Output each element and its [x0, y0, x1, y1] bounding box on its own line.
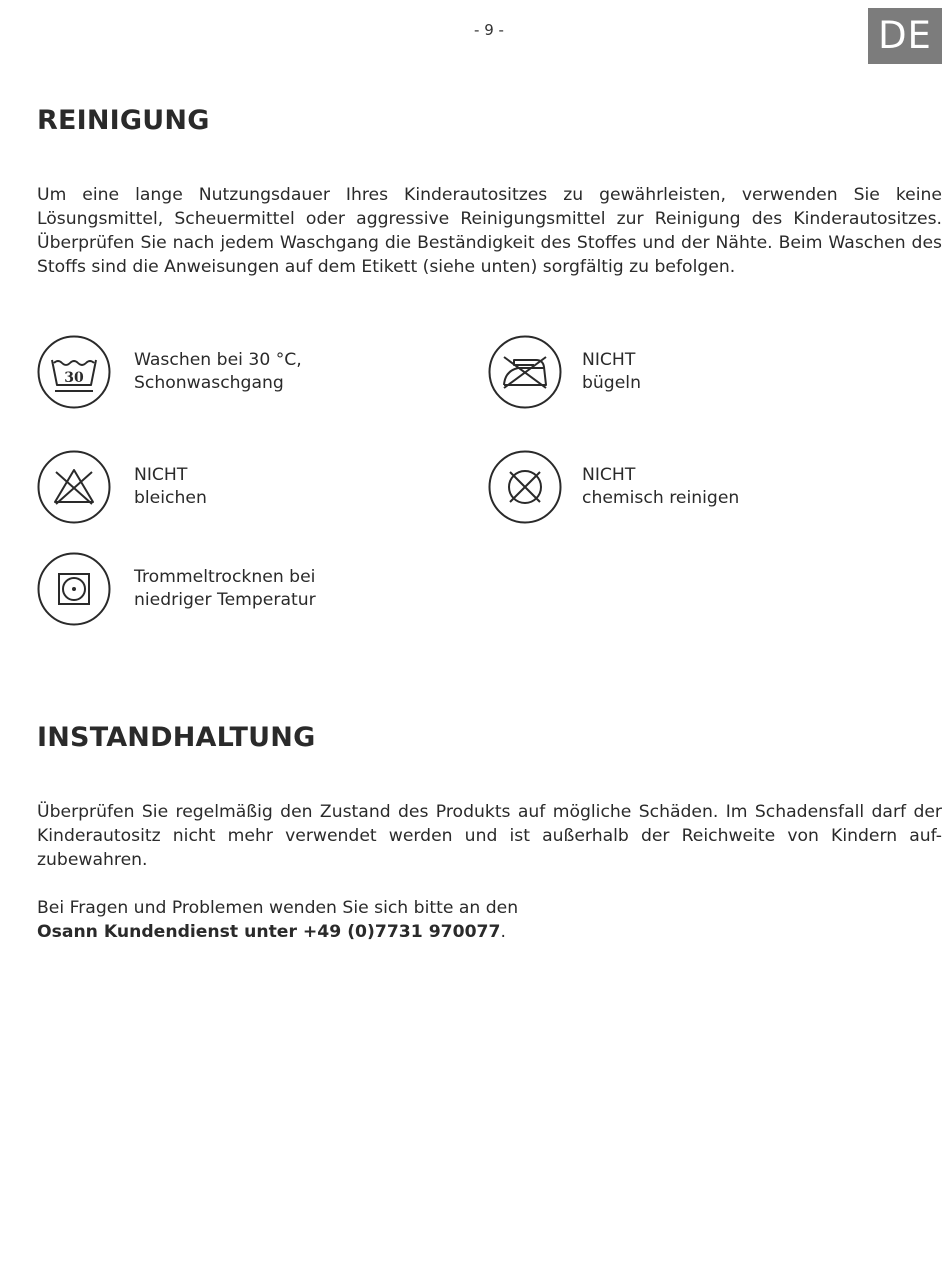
care-text-tumble — [134, 566, 454, 612]
care-line: NICHT — [134, 465, 188, 485]
care-text-dryclean — [582, 464, 902, 510]
contact-line: Bei Fragen und Problemen wenden Sie sich bitte an den — [37, 898, 519, 918]
language-badge: DE — [868, 8, 942, 64]
wash-temperature-label: 30 — [64, 370, 84, 386]
care-line: NICHT — [582, 350, 636, 370]
care-line: niedriger Temperatur — [134, 590, 316, 610]
care-text-bleach — [134, 464, 454, 510]
contact-end: . — [500, 922, 506, 942]
care-line: Schonwaschgang — [134, 373, 284, 393]
care-text-wash — [134, 349, 454, 395]
customer-service-phone: Osann Kundendienst unter +49 (0)7731 970077 — [37, 922, 501, 942]
section-heading-reinigung: REINIGUNG — [37, 105, 210, 136]
care-text-iron — [582, 349, 902, 395]
contact-service-line — [37, 920, 518, 944]
tumble-dry-low-icon — [37, 552, 111, 626]
page-number: - 9 - — [474, 21, 504, 39]
cleaning-paragraph: Um eine lange Nutzungsdauer Ihres Kinderautositzes zu gewährleisten, verwenden Sie keine Lösungsmittel, Scheuermittel oder aggressive Reinigungsmittel zur Reinigung des Kinderautositzes. Überprüfen Sie nach jedem Waschgang die Beständigkeit des Stoffes und der Nähte. Beim Waschen des Stoffs sind die Anweisungen auf dem Etikett (siehe unten) sorgfältig zu befolgen. — [37, 185, 942, 277]
maintenance-paragraph: Überprüfen Sie regelmäßig den Zustand des Produkts auf mögliche Schäden. Im Schadensfall darf der Kinderautositz nicht mehr verwendet werden und ist außerhalb der Reichweite von Kindern auf-zubewahren. — [37, 802, 942, 870]
care-line: chemisch reinigen — [582, 488, 740, 508]
care-line: NICHT — [582, 465, 636, 485]
no-iron-icon — [488, 335, 562, 409]
care-line: bügeln — [582, 373, 641, 393]
contact-info — [37, 896, 518, 944]
no-dry-clean-icon — [488, 450, 562, 524]
section-heading-instandhaltung: INSTANDHALTUNG — [37, 722, 316, 753]
care-line: Trommeltrocknen bei — [134, 567, 316, 587]
care-line: Waschen bei 30 °C, — [134, 350, 302, 370]
care-line: bleichen — [134, 488, 207, 508]
wash-30-icon — [37, 335, 111, 409]
no-bleach-icon — [37, 450, 111, 524]
